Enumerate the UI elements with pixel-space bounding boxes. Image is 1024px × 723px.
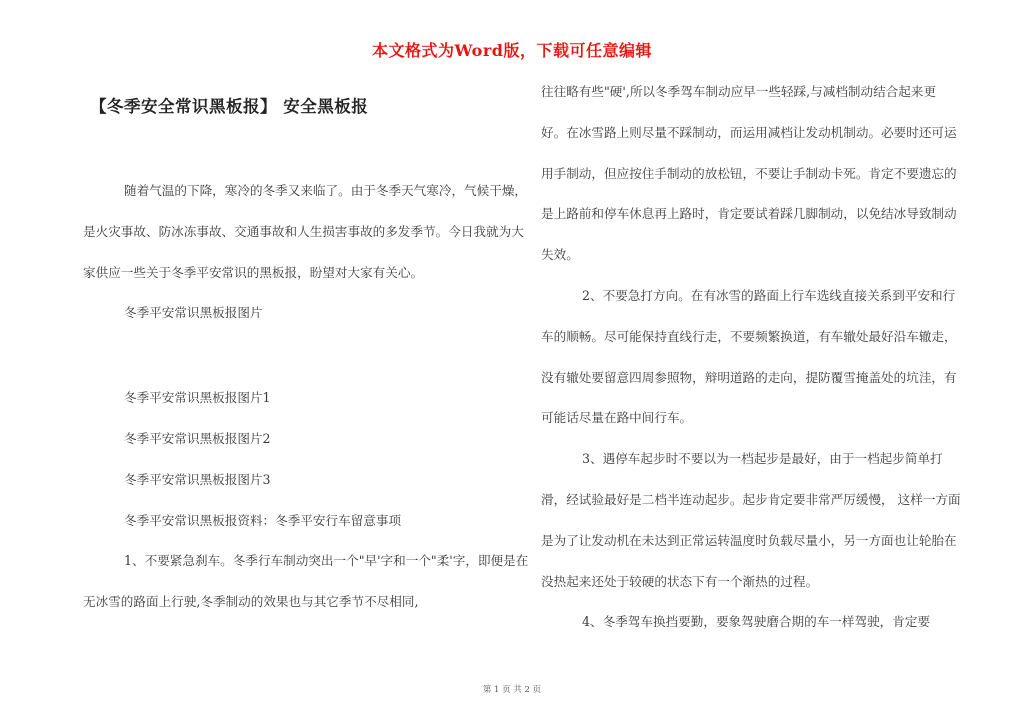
document-title: 【冬季安全常识黑板报】 安全黑板报 xyxy=(90,97,369,116)
item1-paragraph: 1、不要紧急刹车。冬季行车制动突出一个"早'字和一个"柔'字，即便是在无冰雪的路面上行驶,冬季制动的效果也与其它季节不尽相同, xyxy=(83,553,529,610)
item3-paragraph: 3、遇停车起步时不要以为一档起步是最好，由于一档起步简单打滑，经试验最好是二档半连动起步。起步肯定要非常严厉缓慢， 这样一方面是为了让发动机在未达到正常运转温度时负载尽量小，另一方面也让轮胎在没热起来还处于较硬的状态下有一个渐热的过程。 xyxy=(541,451,961,589)
material-heading: 冬季平安常识黑板报资料：冬季平安行车留意事项 xyxy=(124,512,402,528)
page-number: 第 1 页 共 2 页 xyxy=(482,685,542,695)
item2-paragraph: 2、不要急打方向。在有冰雪的路面上行车选线直接关系到平安和行车的顺畅。尽可能保持直线行走，不要频繁换道，有车辙处最好沿车辙走，没有辙处要留意四周参照物，辩明道路的走向，提防覆雪掩盖处的坑洼，有可能话尽量在路中间行车。 xyxy=(541,287,957,426)
image-caption-1: 冬季平安常识黑板报图片1 xyxy=(124,390,271,406)
item4-paragraph: 4、冬季驾车换挡要勤，要象驾驶磨合期的车一样驾驶，肯定要 xyxy=(582,614,931,630)
image-caption-main: 冬季平安常识黑板报图片 xyxy=(124,305,263,321)
download-banner: 本文格式为Word版，下载可任意编辑 xyxy=(372,41,652,60)
item1-continuation: 往往略有些"硬',所以冬季驾车制动应早一些轻踩,与减档制动结合起来更好。在冰雪路上则尽量不踩制动，而运用减档让发动机制动。必要时还可运用手制动，但应按住手制动的放松钮，不要让手制动卡死。肯定不要遗忘的是上路前和停车休息再上路时，肯定要试着踩几脚制动，以免结冰导致制动失效。 xyxy=(541,84,957,263)
intro-paragraph: 随着气温的下降，寒冷的冬季又来临了。由于冬季天气寒冷，气候干燥，是火灾事故、防冰冻事故、交通事故和人生损害事故的多发季节。今日我就为大家供应一些关于冬季平安常识的黑板报，盼望对大家有关心。 xyxy=(83,183,527,280)
image-placeholder xyxy=(83,334,529,378)
left-column xyxy=(83,171,529,623)
right-column xyxy=(541,72,961,643)
image-caption-2: 冬季平安常识黑板报图片2 xyxy=(124,430,271,446)
image-caption-3: 冬季平安常识黑板报图片3 xyxy=(124,471,271,487)
